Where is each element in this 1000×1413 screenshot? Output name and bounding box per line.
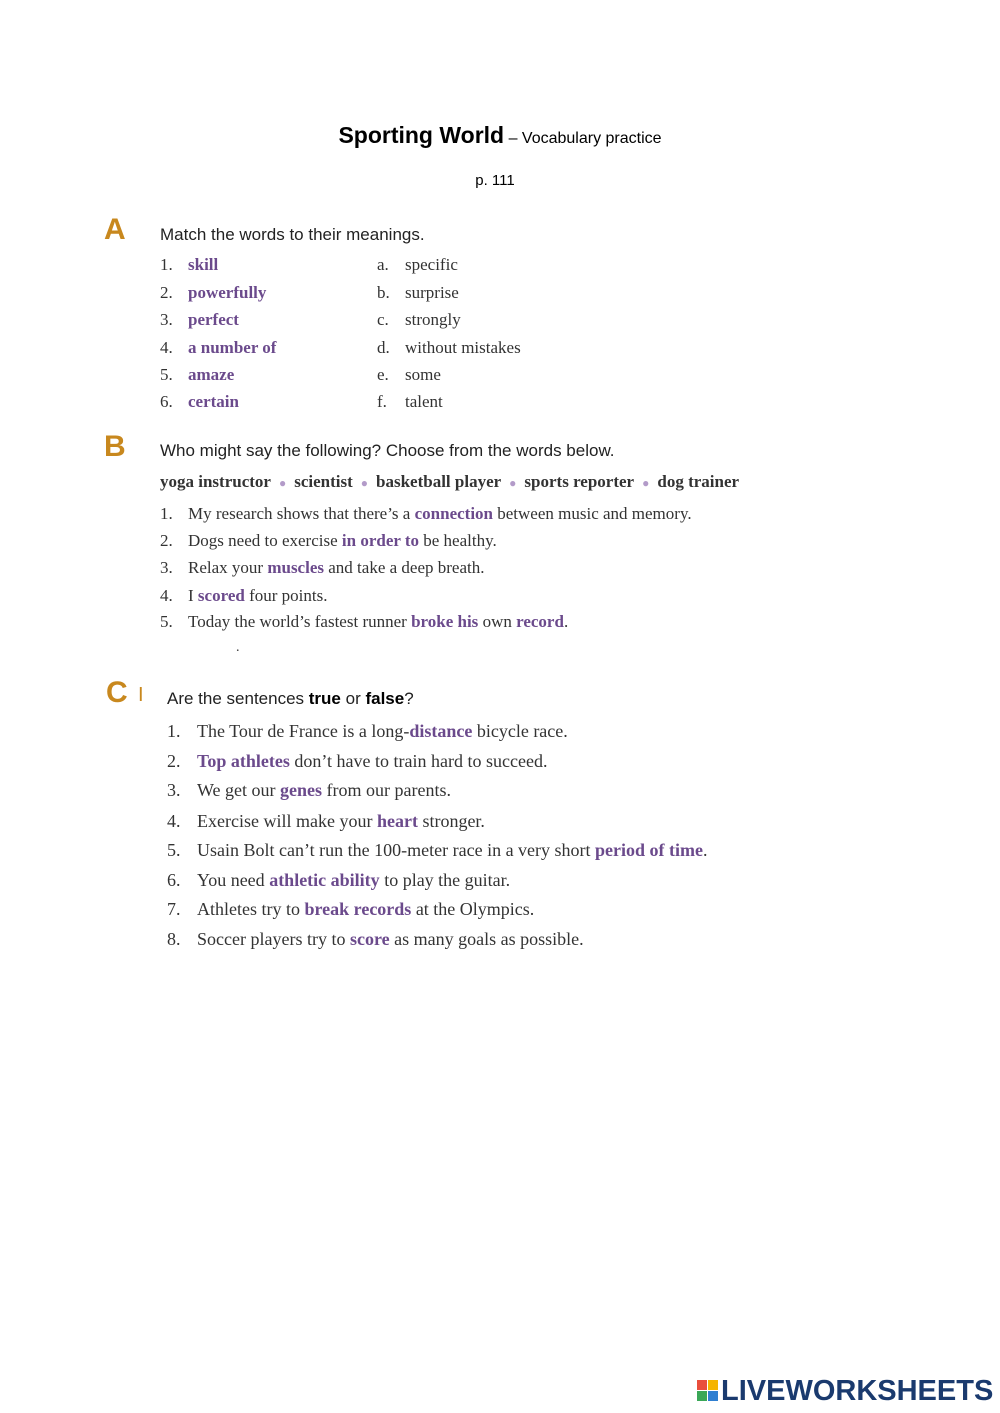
word-item: 4. a number of [160, 338, 277, 357]
liveworksheets-logo [697, 1375, 993, 1408]
list-item: 4. Exercise will make your heart stronger. [167, 811, 485, 831]
list-item: 3. We get our genes from our parents. [167, 780, 451, 800]
word-bank [160, 472, 739, 492]
list-item: 4. I scored four points. [160, 586, 328, 605]
meaning-item: f. talent [377, 392, 443, 411]
list-item: 7. Athletes try to break records at the Olympics. [167, 899, 535, 919]
word-bank-item: sports reporter [524, 472, 635, 491]
list-item: 1. The Tour de France is a long-distance bicycle race. [167, 721, 568, 741]
meaning-item: d. without mistakes [377, 338, 521, 357]
bullet-icon: ● [642, 475, 650, 490]
bullet-icon: ● [360, 475, 369, 490]
section-b-letter: B [104, 430, 126, 463]
list-item: 3. Relax your muscles and take a deep breath. [160, 558, 485, 577]
word-item: 6. certain [160, 392, 239, 411]
word-item: 3. perfect [160, 310, 239, 329]
title-main: Sporting World [338, 122, 505, 148]
title-subtitle: – Vocabulary practice [508, 130, 662, 147]
word-bank-item: scientist [294, 472, 353, 491]
list-item: 2. Top athletes don’t have to train hard to succeed. [167, 751, 548, 771]
bullet-icon: ● [509, 475, 517, 490]
list-item: 2. Dogs need to exercise in order to be healthy. [160, 531, 497, 550]
word-bank-item: yoga instructor [160, 472, 271, 491]
page-title [0, 122, 1000, 149]
list-item: 1. My research shows that there’s a connection between music and memory. [160, 504, 692, 523]
list-item: 5. Usain Bolt can’t run the 100-meter race in a very short period of time. [167, 840, 708, 860]
section-a-letter: A [104, 213, 126, 246]
section-c-marker: I [138, 684, 144, 706]
section-b-instruction: Who might say the following? Choose from the words below. [160, 441, 615, 460]
list-item: 6. You need athletic ability to play the guitar. [167, 870, 511, 890]
page-number: p. 111 [475, 172, 515, 189]
meaning-item: c. strongly [377, 310, 461, 329]
section-a-instruction: Match the words to their meanings. [160, 225, 425, 244]
meaning-item: a. specific [377, 255, 458, 274]
meaning-item: e. some [377, 365, 441, 384]
word-item: 5. amaze [160, 365, 235, 384]
section-c-letter: C [106, 676, 128, 709]
word-bank-item: basketball player [376, 472, 502, 491]
bullet-icon: ● [278, 475, 287, 490]
word-item: 2. powerfully [160, 283, 267, 302]
logo-text: LIVEWORKSHEETS [721, 1375, 994, 1407]
stray-mark: . [236, 640, 240, 655]
meaning-item: b. surprise [377, 283, 459, 302]
liveworksheets-logo-icon [697, 1380, 719, 1402]
word-item: 1. skill [160, 255, 219, 274]
section-c-instruction: Are the sentences true or false? [167, 689, 414, 708]
list-item: 8. Soccer players try to score as many goals as possible. [167, 929, 584, 949]
word-bank-item: dog trainer [657, 472, 740, 491]
list-item: 5. Today the world’s fastest runner broke his own record. [160, 612, 569, 631]
